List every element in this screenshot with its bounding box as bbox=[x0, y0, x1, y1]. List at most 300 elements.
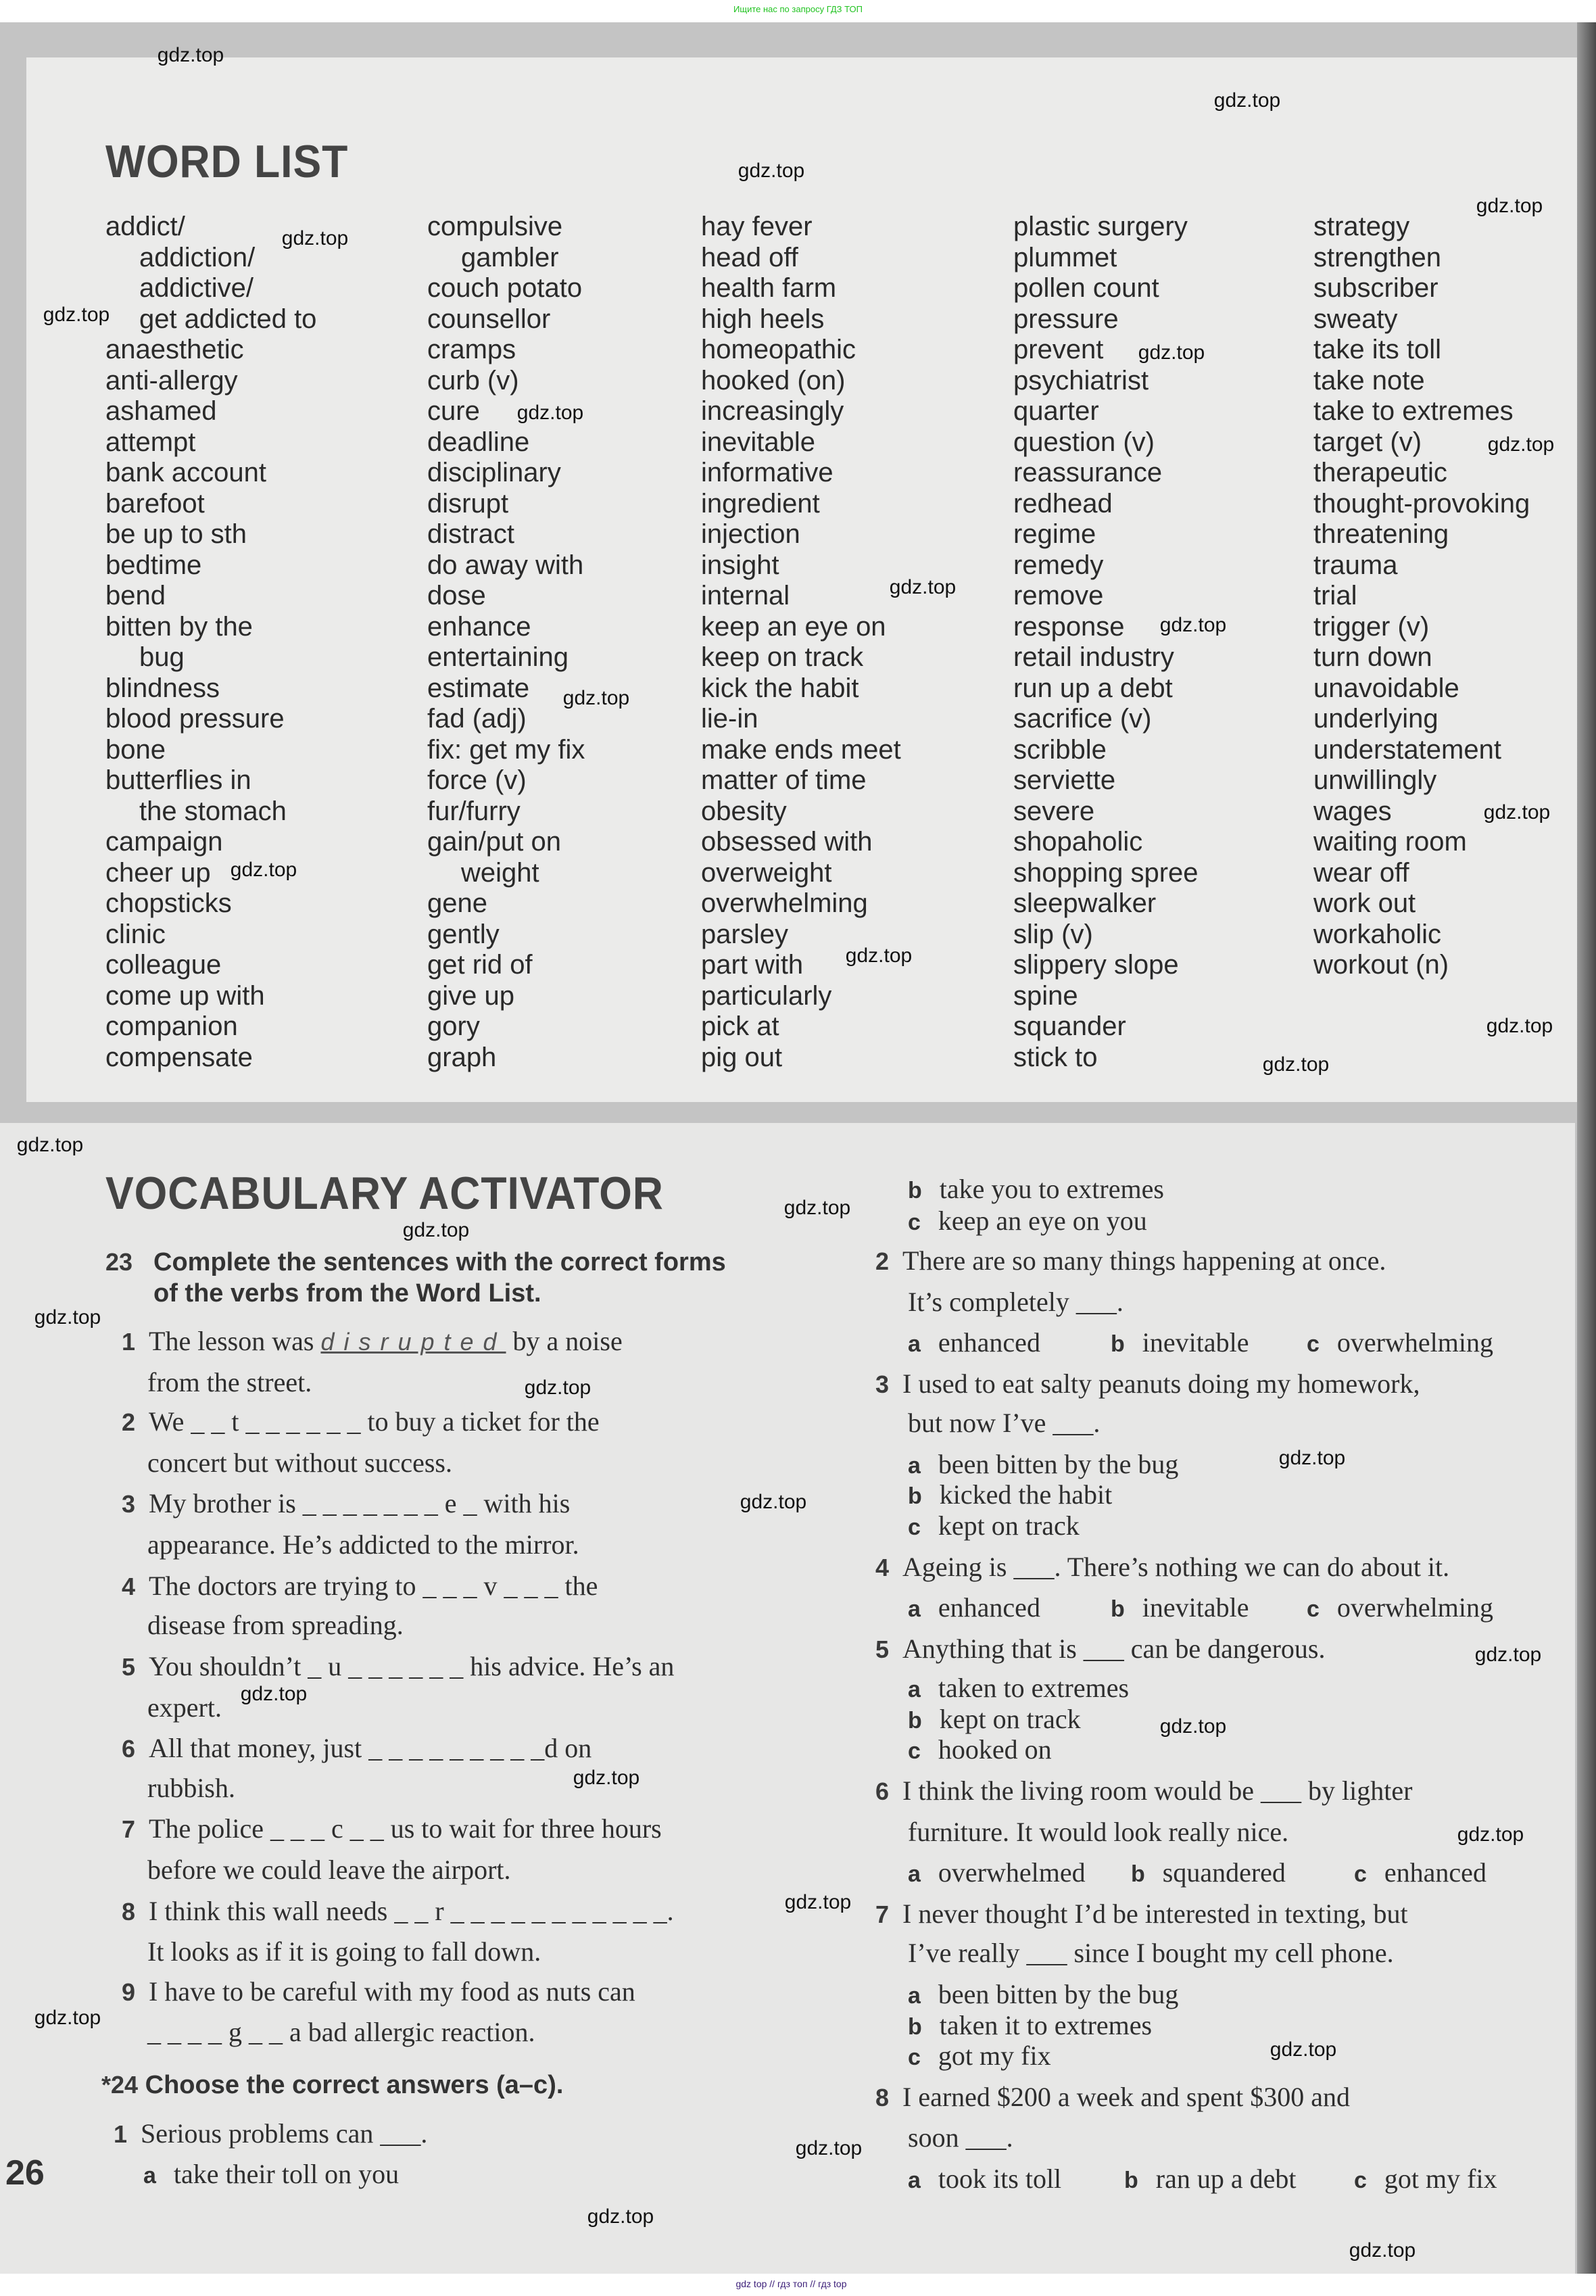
word-list-entry: be up to sth bbox=[105, 519, 247, 549]
word-list-entry: spine bbox=[1013, 980, 1078, 1011]
word-list-entry: gently bbox=[427, 919, 500, 949]
top-banner bbox=[0, 0, 1596, 22]
word-list-entry: internal bbox=[701, 581, 790, 611]
option-text: keep an eye on you bbox=[938, 1205, 1147, 1236]
ex24-q8-line2: soon ___. bbox=[908, 2122, 1013, 2153]
word-list-entry: ingredient bbox=[701, 488, 820, 519]
word-list-column-1 bbox=[105, 212, 316, 1073]
option-a bbox=[908, 1328, 1040, 1359]
word-list-entry: remedy bbox=[1013, 550, 1104, 580]
banner-text: Ищите нас по запросу ГДЗ ТОП bbox=[733, 4, 863, 14]
item-number: 5 bbox=[875, 1635, 890, 1663]
word-list-entry: obsessed with bbox=[701, 827, 873, 857]
word-list-entry: workout (n) bbox=[1313, 950, 1449, 980]
word-list-entry: understatement bbox=[1313, 734, 1501, 765]
watermark-text: gdz.top bbox=[1457, 1823, 1524, 1846]
item-text: The police _ _ _ c _ _ us to wait for three hours bbox=[149, 1813, 662, 1844]
option-letter: c bbox=[1354, 2168, 1367, 2193]
item-text: You shouldn’t _ u _ _ _ _ _ _ his advice. He’s an bbox=[149, 1651, 675, 1681]
footer-text: gdz top // гдз топ // гдз top bbox=[735, 2278, 847, 2289]
bottom-footer bbox=[0, 2274, 1596, 2296]
word-list-entry: addict/ bbox=[105, 212, 185, 241]
option-c bbox=[1354, 1858, 1486, 1889]
ex23-item-4 bbox=[122, 1571, 598, 1602]
word-list-entry: dose bbox=[427, 581, 486, 611]
item-text: We _ _ t _ _ _ _ _ _ to buy a ticket for the bbox=[149, 1406, 600, 1437]
word-list-entry: ashamed bbox=[105, 396, 217, 426]
word-list-entry: counsellor bbox=[427, 304, 551, 334]
watermark-text: gdz.top bbox=[240, 1683, 308, 1705]
ex23-item-7-line2: before we could leave the airport. bbox=[147, 1855, 511, 1885]
item-number: 7 bbox=[122, 1815, 136, 1843]
word-list-entry: keep on track bbox=[701, 642, 864, 672]
word-list-entry: colleague bbox=[105, 950, 222, 980]
option-letter: a bbox=[908, 1861, 921, 1887]
ex24-q5-option-b bbox=[908, 1704, 1081, 1736]
option-letter: c bbox=[908, 1210, 921, 1235]
word-list-entry: fur/furry bbox=[427, 796, 521, 826]
watermark-text: gdz.top bbox=[230, 859, 297, 881]
word-list-entry: underlying bbox=[1313, 704, 1438, 734]
word-list-entry: high heels bbox=[701, 304, 825, 334]
word-list-entry: gory bbox=[427, 1011, 480, 1041]
word-list-entry: slip (v) bbox=[1013, 919, 1093, 949]
option-b bbox=[1111, 1328, 1249, 1359]
word-list-entry: entertaining bbox=[427, 642, 569, 672]
item-text: The lesson was bbox=[149, 1326, 321, 1356]
item-text: by a noise bbox=[506, 1326, 623, 1356]
question-text: I earned $200 a week and spent $300 and bbox=[902, 2082, 1351, 2112]
option-b bbox=[1124, 2164, 1296, 2195]
word-list-entry: plummet bbox=[1013, 242, 1117, 272]
word-list-entry: target (v) bbox=[1313, 427, 1422, 457]
watermark-text: gdz.top bbox=[1138, 341, 1205, 364]
word-list-entry: increasingly bbox=[701, 396, 844, 426]
word-list-entry: homeopathic bbox=[701, 335, 856, 364]
watermark-text: gdz.top bbox=[784, 1891, 852, 1913]
word-list-column-3 bbox=[701, 212, 901, 1073]
option-text: take their toll on you bbox=[173, 2159, 400, 2189]
ex23-item-4-line2: disease from spreading. bbox=[147, 1610, 404, 1640]
word-list-entry: curb (v) bbox=[427, 365, 519, 396]
word-list-entry: sweaty bbox=[1313, 304, 1398, 334]
item-number: 8 bbox=[122, 1898, 136, 1926]
page-binding-edge bbox=[1577, 22, 1596, 2274]
ex23-item-5 bbox=[122, 1652, 674, 1682]
ex24-q2 bbox=[875, 1246, 1386, 1276]
option-letter: b bbox=[1124, 2168, 1138, 2193]
option-letter: a bbox=[908, 1983, 921, 2009]
ex24-q8 bbox=[875, 2082, 1350, 2113]
option-text: kept on track bbox=[938, 1510, 1080, 1541]
word-list-entry: graph bbox=[427, 1042, 497, 1072]
ex23-item-8-line2: It looks as if it is going to fall down. bbox=[147, 1936, 541, 1967]
item-number: 6 bbox=[875, 1777, 890, 1805]
word-list-entry: blood pressure bbox=[105, 704, 285, 734]
word-list-entry: regime bbox=[1013, 519, 1096, 549]
word-list-entry: take to extremes bbox=[1313, 396, 1514, 426]
option-letter: b bbox=[908, 1178, 922, 1203]
handwritten-answer: disrupted bbox=[320, 1328, 506, 1356]
word-list-entry: redhead bbox=[1013, 488, 1113, 519]
word-list-entry: bitten by the bbox=[105, 611, 253, 642]
question-text: Anything that is ___ can be dangerous. bbox=[902, 1633, 1326, 1664]
option-a bbox=[908, 1593, 1040, 1624]
word-list-entry: therapeutic bbox=[1313, 458, 1447, 487]
item-number: 8 bbox=[875, 2084, 890, 2111]
ex24-q7-option-b bbox=[908, 2011, 1152, 2042]
ex23-item-1 bbox=[122, 1326, 623, 1357]
word-list-entry: chopsticks bbox=[105, 888, 232, 918]
word-list-entry: compulsive bbox=[427, 212, 563, 241]
ex23-item-2 bbox=[122, 1407, 600, 1437]
option-letter: c bbox=[1354, 1861, 1367, 1887]
word-list-entry: get rid of bbox=[427, 950, 533, 980]
ex24-q1-option-b bbox=[908, 1174, 1164, 1205]
word-list-entry: lie-in bbox=[701, 704, 758, 734]
item-number: 2 bbox=[122, 1408, 136, 1436]
option-letter: c bbox=[908, 1514, 921, 1540]
word-list-entry: cure bbox=[427, 396, 480, 426]
item-text: My brother is _ _ _ _ _ _ _ e _ with his bbox=[149, 1488, 571, 1518]
word-list-entry: take its toll bbox=[1313, 335, 1441, 364]
word-list-entry: question (v) bbox=[1013, 427, 1155, 457]
word-list-entry: injection bbox=[701, 519, 800, 549]
word-list-entry: disciplinary bbox=[427, 458, 561, 487]
option-text: been bitten by the bug bbox=[938, 1449, 1179, 1479]
word-list-entry: response bbox=[1013, 611, 1125, 642]
watermark-text: gdz.top bbox=[1262, 1053, 1330, 1076]
option-c bbox=[1354, 2164, 1497, 2195]
option-text: ran up a debt bbox=[1155, 2163, 1297, 2194]
watermark-text: gdz.top bbox=[562, 687, 630, 709]
word-list-entry: pick at bbox=[701, 1011, 779, 1041]
option-letter: b bbox=[908, 1708, 922, 1733]
item-number: 5 bbox=[122, 1653, 136, 1681]
word-list-entry: subscriber bbox=[1313, 273, 1438, 303]
word-list-entry: kick the habit bbox=[701, 673, 859, 703]
word-list-entry: parsley bbox=[701, 919, 788, 949]
word-list-entry: bend bbox=[105, 581, 166, 611]
option-text: kept on track bbox=[939, 1704, 1081, 1734]
watermark-text: gdz.top bbox=[845, 944, 913, 967]
watermark-text: gdz.top bbox=[1487, 433, 1555, 456]
watermark-text: gdz.top bbox=[281, 227, 349, 249]
ex23-item-6 bbox=[122, 1733, 591, 1764]
watermark-text: gdz.top bbox=[157, 44, 224, 66]
watermark-text: gdz.top bbox=[43, 304, 110, 326]
word-list-entry: butterflies in bbox=[105, 765, 251, 795]
option-text: inevitable bbox=[1142, 1327, 1249, 1358]
option-letter: a bbox=[908, 1453, 921, 1479]
exercise-24-header bbox=[101, 2070, 563, 2100]
ex24-q3-line2: but now I’ve ___. bbox=[908, 1408, 1101, 1438]
word-list-entry: take note bbox=[1313, 365, 1425, 396]
option-text: squandered bbox=[1162, 1857, 1286, 1888]
word-list-entry: turn down bbox=[1313, 642, 1432, 672]
option-letter: c bbox=[1307, 1331, 1320, 1357]
watermark-text: gdz.top bbox=[516, 402, 584, 424]
exercise-instruction: Choose the correct answers (a–c). bbox=[145, 2071, 564, 2099]
word-list-entry: gain/put on bbox=[427, 827, 561, 857]
word-list-entry: particularly bbox=[701, 980, 832, 1011]
question-text: Serious problems can ___. bbox=[141, 2118, 428, 2149]
option-letter: c bbox=[908, 1738, 921, 1764]
word-list-entry: trauma bbox=[1313, 550, 1398, 580]
item-text: I have to be careful with my food as nuts can bbox=[149, 1976, 635, 2007]
option-c bbox=[1307, 1593, 1493, 1624]
ex23-item-9-line2: _ _ _ _ g _ _ a bad allergic reaction. bbox=[147, 2017, 535, 2047]
word-list-entry: part with bbox=[701, 950, 804, 980]
word-list-entry: hooked (on) bbox=[701, 365, 846, 396]
word-list-entry: anti-allergy bbox=[105, 365, 238, 396]
word-list-entry: run up a debt bbox=[1013, 673, 1173, 703]
watermark-text: gdz.top bbox=[1159, 1715, 1227, 1738]
word-list-entry: scribble bbox=[1013, 734, 1107, 765]
item-number: 7 bbox=[875, 1900, 890, 1928]
option-text: got my fix bbox=[1384, 2163, 1497, 2194]
word-list-entry: addictive/ bbox=[139, 273, 253, 303]
word-list-entry: campaign bbox=[105, 827, 223, 857]
option-text: got my fix bbox=[938, 2040, 1051, 2071]
vocabulary-activator-title: VOCABULARY ACTIVATOR bbox=[105, 1168, 664, 1219]
option-text: overwhelmed bbox=[938, 1857, 1086, 1888]
watermark-text: gdz.top bbox=[524, 1377, 591, 1399]
word-list-title: WORD LIST bbox=[105, 136, 349, 187]
word-list-entry: fix: get my fix bbox=[427, 734, 585, 765]
word-list-entry: make ends meet bbox=[701, 734, 901, 765]
word-list-entry: strengthen bbox=[1313, 242, 1442, 272]
ex23-item-1-line2: from the street. bbox=[147, 1367, 312, 1397]
watermark-text: gdz.top bbox=[573, 1767, 640, 1789]
option-text: been bitten by the bug bbox=[938, 1979, 1179, 2009]
word-list-entry: insight bbox=[701, 550, 779, 580]
watermark-text: gdz.top bbox=[889, 576, 957, 598]
ex24-q1-option-c bbox=[908, 1206, 1147, 1237]
item-text: The doctors are trying to _ _ _ v _ _ _ the bbox=[149, 1571, 598, 1601]
word-list-entry: fad (adj) bbox=[427, 704, 527, 734]
option-letter: b bbox=[1131, 1861, 1145, 1887]
word-list-entry: bank account bbox=[105, 458, 266, 487]
word-list-entry: compensate bbox=[105, 1042, 253, 1072]
option-b bbox=[1111, 1593, 1249, 1624]
word-list-entry: remove bbox=[1013, 581, 1104, 611]
word-list-entry: serviette bbox=[1013, 765, 1116, 795]
watermark-text: gdz.top bbox=[1278, 1447, 1346, 1469]
ex24-q6-line2: furniture. It would look really nice. bbox=[908, 1817, 1289, 1847]
word-list-entry: sleepwalker bbox=[1013, 888, 1157, 918]
word-list-entry: work out bbox=[1313, 888, 1416, 918]
ex24-q1-option-a bbox=[143, 2159, 399, 2191]
word-list-entry: disrupt bbox=[427, 488, 509, 519]
option-text: kicked the habit bbox=[939, 1479, 1113, 1510]
watermark-text: gdz.top bbox=[402, 1219, 470, 1241]
item-number: 2 bbox=[875, 1247, 890, 1275]
word-list-entry: shopaholic bbox=[1013, 827, 1143, 857]
option-a bbox=[908, 2164, 1061, 2195]
option-letter: a bbox=[143, 2163, 156, 2189]
watermark-text: gdz.top bbox=[587, 2205, 654, 2228]
item-number: 4 bbox=[122, 1573, 136, 1600]
watermark-text: gdz.top bbox=[737, 160, 805, 182]
option-text: enhanced bbox=[938, 1327, 1040, 1358]
ex24-q2-line2: It’s completely ___. bbox=[908, 1287, 1123, 1317]
word-list-entry: squander bbox=[1013, 1011, 1126, 1041]
ex24-q4 bbox=[875, 1552, 1449, 1583]
ex24-q3-option-c bbox=[908, 1511, 1080, 1542]
word-list-entry: pollen count bbox=[1013, 273, 1159, 303]
option-text: enhanced bbox=[1384, 1857, 1486, 1888]
option-letter: a bbox=[908, 1677, 921, 1702]
word-list-entry: quarter bbox=[1013, 396, 1099, 426]
item-number: 6 bbox=[122, 1735, 136, 1763]
word-list-entry: distract bbox=[427, 519, 514, 549]
watermark-text: gdz.top bbox=[1269, 2038, 1337, 2061]
option-letter: c bbox=[1307, 1596, 1320, 1622]
word-list-entry: keep an eye on bbox=[701, 611, 886, 642]
page-number: 26 bbox=[5, 2153, 45, 2193]
ex24-q5-option-a bbox=[908, 1673, 1129, 1704]
ex24-q3 bbox=[875, 1369, 1420, 1400]
question-text: I think the living room would be ___ by lighter bbox=[902, 1775, 1413, 1806]
ex24-q7 bbox=[875, 1899, 1408, 1930]
question-text: I used to eat salty peanuts doing my homework, bbox=[902, 1368, 1420, 1399]
watermark-text: gdz.top bbox=[783, 1197, 851, 1219]
option-text: take you to extremes bbox=[939, 1174, 1164, 1204]
ex23-item-8 bbox=[122, 1896, 674, 1927]
watermark-text: gdz.top bbox=[34, 2007, 101, 2029]
word-list-entry: matter of time bbox=[701, 765, 867, 795]
item-text: All that money, just _ _ _ _ _ _ _ _ _d on bbox=[149, 1733, 592, 1763]
option-text: took its toll bbox=[938, 2163, 1062, 2194]
ex24-q5-option-c bbox=[908, 1735, 1052, 1766]
word-list-entry: slippery slope bbox=[1013, 950, 1179, 980]
item-number: 1 bbox=[114, 2120, 128, 2148]
word-list-column-2 bbox=[427, 212, 585, 1073]
word-list-entry: cheer up bbox=[105, 857, 211, 888]
watermark-text: gdz.top bbox=[1483, 801, 1551, 823]
word-list-column-5 bbox=[1313, 212, 1530, 981]
ex23-item-3-line2: appearance. He’s addicted to the mirror. bbox=[147, 1529, 579, 1560]
item-number: 4 bbox=[875, 1554, 890, 1581]
word-list-entry: sacrifice (v) bbox=[1013, 704, 1152, 734]
word-list-entry: weight bbox=[461, 857, 539, 888]
option-letter: a bbox=[908, 2168, 921, 2193]
item-number: 1 bbox=[122, 1328, 136, 1356]
ex24-q7-option-a bbox=[908, 1980, 1178, 2011]
watermark-text: gdz.top bbox=[1349, 2239, 1416, 2262]
option-letter: b bbox=[908, 2014, 922, 2040]
word-list-entry: gene bbox=[427, 888, 487, 918]
word-list-entry: do away with bbox=[427, 550, 584, 580]
word-list-entry: waiting room bbox=[1313, 827, 1467, 857]
word-list-entry: informative bbox=[701, 458, 833, 487]
word-list-entry: threatening bbox=[1313, 519, 1449, 549]
exercise-23-instruction-line2: of the verbs from the Word List. bbox=[153, 1279, 541, 1308]
word-list-entry: addiction/ bbox=[139, 242, 256, 272]
watermark-text: gdz.top bbox=[16, 1134, 84, 1156]
word-list-entry: overweight bbox=[701, 857, 832, 888]
option-text: hooked on bbox=[938, 1734, 1052, 1765]
option-b bbox=[1131, 1858, 1286, 1889]
watermark-text: gdz.top bbox=[1476, 195, 1543, 217]
option-text: taken to extremes bbox=[938, 1673, 1130, 1703]
word-list-entry: unavoidable bbox=[1313, 673, 1459, 703]
option-letter: a bbox=[908, 1331, 921, 1357]
word-list-entry: hay fever bbox=[701, 212, 813, 241]
option-text: enhanced bbox=[938, 1592, 1040, 1623]
word-list-entry: overwhelming bbox=[701, 888, 868, 918]
word-list-entry: prevent bbox=[1013, 335, 1104, 364]
ex23-item-2-line2: concert but without success. bbox=[147, 1448, 452, 1478]
exercise-number: 23 bbox=[105, 1248, 133, 1276]
question-text: Ageing is ___. There’s nothing we can do about it. bbox=[902, 1552, 1450, 1582]
word-list-entry: unwillingly bbox=[1313, 765, 1437, 795]
ex23-item-6-line2: rubbish. bbox=[147, 1773, 235, 1803]
word-list-entry: come up with bbox=[105, 980, 265, 1011]
word-list-entry: companion bbox=[105, 1011, 238, 1041]
option-a bbox=[908, 1858, 1086, 1889]
word-list-entry: retail industry bbox=[1013, 642, 1174, 672]
ex24-q3-option-b bbox=[908, 1480, 1112, 1511]
word-list-entry: clinic bbox=[105, 919, 166, 949]
option-letter: b bbox=[1111, 1596, 1125, 1622]
option-letter: b bbox=[1111, 1331, 1125, 1357]
watermark-text: gdz.top bbox=[740, 1491, 807, 1513]
word-list-entry: psychiatrist bbox=[1013, 365, 1149, 396]
word-list-entry: gambler bbox=[461, 242, 559, 272]
word-list-entry: shopping spree bbox=[1013, 857, 1199, 888]
word-list-entry: anaesthetic bbox=[105, 335, 244, 364]
ex23-item-5-line2: expert. bbox=[147, 1692, 222, 1723]
word-list-entry: health farm bbox=[701, 273, 837, 303]
word-list-entry: cramps bbox=[427, 335, 516, 364]
item-number: 3 bbox=[122, 1490, 136, 1518]
ex23-item-7 bbox=[122, 1814, 662, 1844]
word-list-entry: trigger (v) bbox=[1313, 611, 1430, 642]
word-list-entry: plastic surgery bbox=[1013, 212, 1188, 241]
ex24-q5 bbox=[875, 1634, 1325, 1665]
option-letter: c bbox=[908, 2044, 921, 2070]
ex24-q7-line2: I’ve really ___ since I bought my cell phone. bbox=[908, 1938, 1394, 1968]
word-list-entry: estimate bbox=[427, 673, 530, 703]
word-list-entry: give up bbox=[427, 980, 514, 1011]
word-list-entry: stick to bbox=[1013, 1042, 1098, 1072]
word-list-entry: bug bbox=[139, 642, 185, 672]
question-text: I never thought I’d be interested in texting, but bbox=[902, 1898, 1408, 1929]
watermark-text: gdz.top bbox=[1213, 89, 1281, 112]
word-list-entry: head off bbox=[701, 242, 798, 272]
word-list-entry: pressure bbox=[1013, 304, 1119, 334]
option-c bbox=[1307, 1328, 1493, 1359]
exercise-23-instruction-line1: Complete the sentences with the correct forms bbox=[153, 1248, 726, 1276]
watermark-text: gdz.top bbox=[1474, 1644, 1542, 1666]
word-list-entry: inevitable bbox=[701, 427, 816, 457]
option-text: overwhelming bbox=[1336, 1327, 1493, 1358]
word-list-entry: couch potato bbox=[427, 273, 583, 303]
word-list-entry: obesity bbox=[701, 796, 787, 826]
word-list-entry: the stomach bbox=[139, 796, 287, 826]
item-text: I think this wall needs _ _ r _ _ _ _ _ _ _ _ _ _ _. bbox=[149, 1896, 674, 1926]
word-list-entry: enhance bbox=[427, 611, 531, 642]
exercise-number: *24 bbox=[101, 2071, 139, 2099]
watermark-text: gdz.top bbox=[34, 1306, 101, 1329]
word-list-entry: workaholic bbox=[1313, 919, 1441, 949]
ex23-item-9 bbox=[122, 1977, 635, 2007]
option-letter: a bbox=[908, 1596, 921, 1622]
option-text: overwhelming bbox=[1336, 1592, 1493, 1623]
word-list-entry: barefoot bbox=[105, 488, 205, 519]
